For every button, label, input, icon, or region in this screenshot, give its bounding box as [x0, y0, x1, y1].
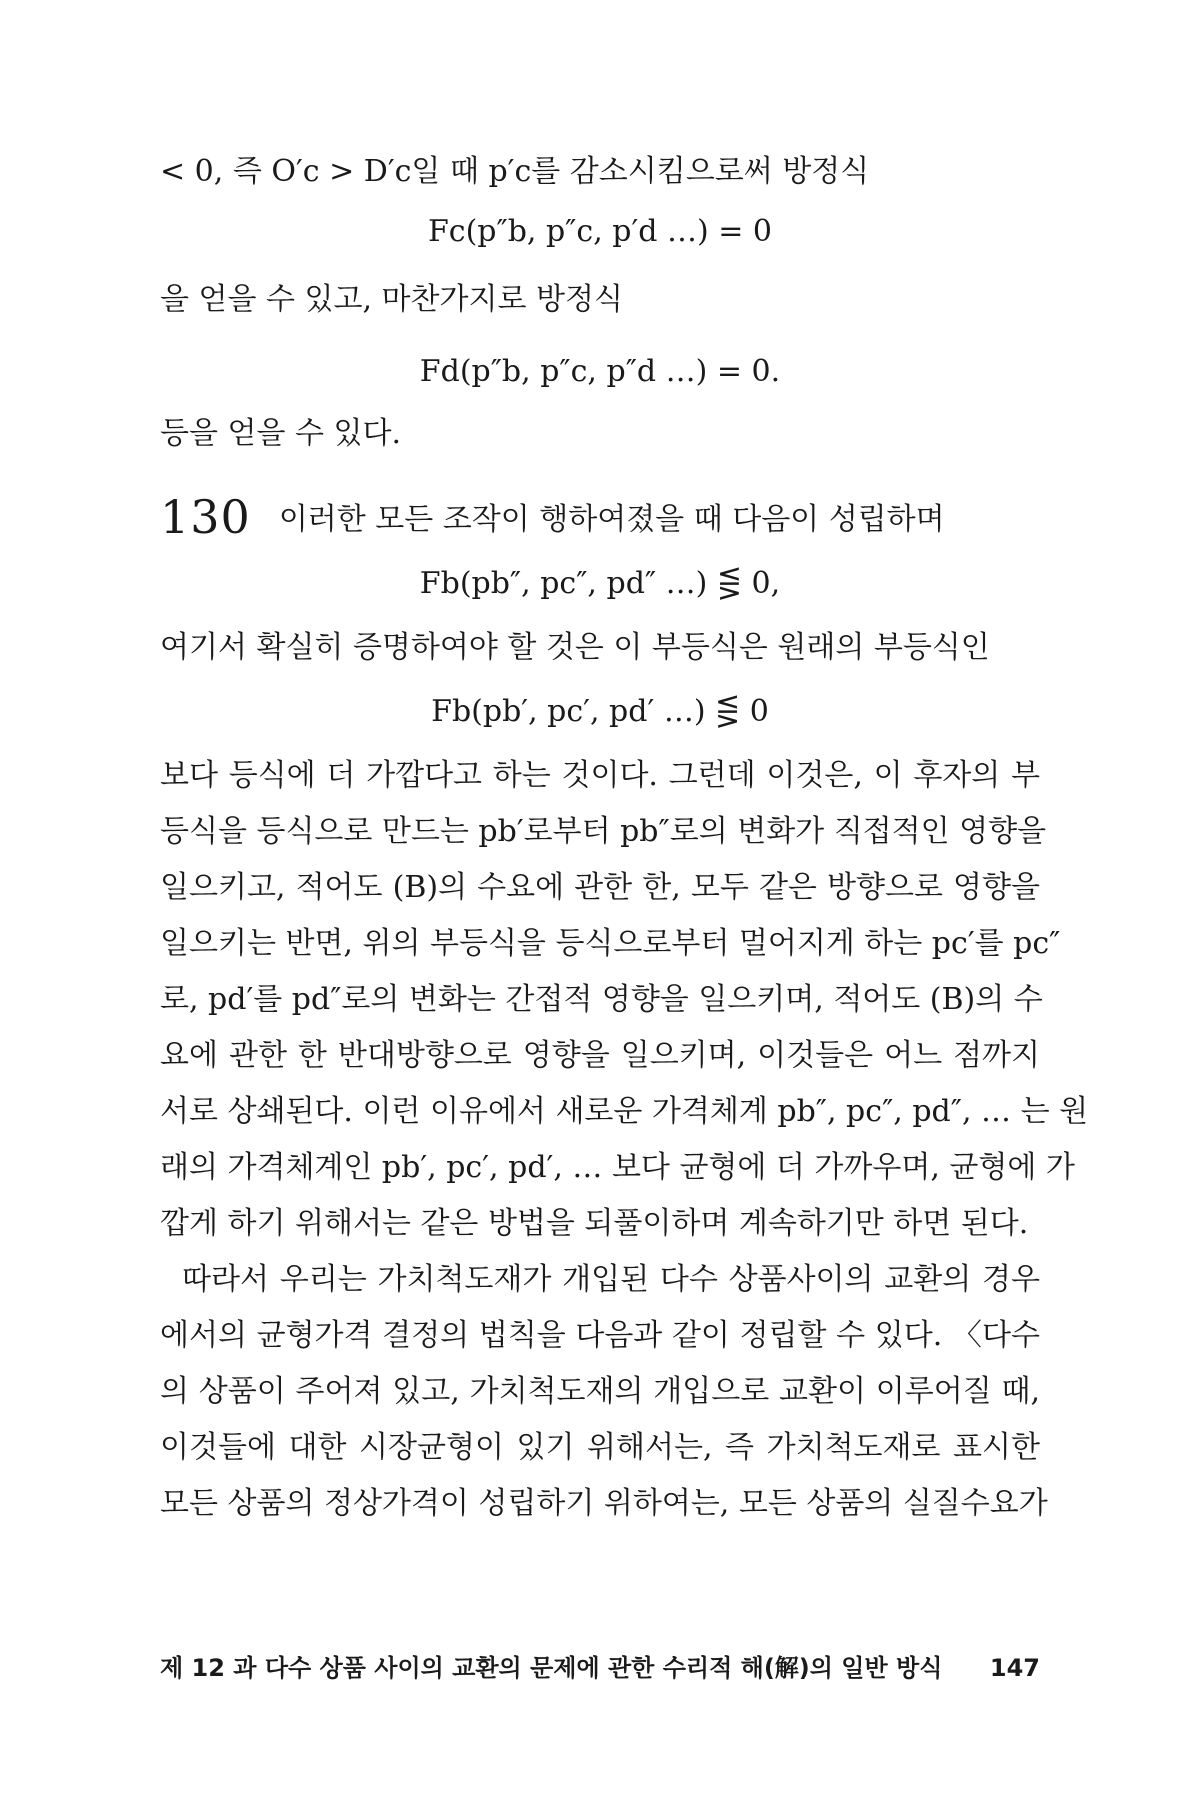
paragraph-line: 요에 관한 한 반대방향으로 영향을 일으키며, 이것들은 어느 점까지 [160, 1038, 1040, 1073]
paragraph-line: 보다 등식에 더 가깝다고 하는 것이다. 그런데 이것은, 이 후자의 부 [160, 758, 1040, 793]
equation-fc: Fc(p″b, p″c, p′d …) = 0 [427, 214, 773, 249]
text-line: 여기서 확실히 증명하여야 할 것은 이 부등식은 원래의 부등식인 [160, 630, 990, 665]
paragraph-line: 에서의 균형가격 결정의 법칙을 다음과 같이 정립할 수 있다. 〈다수 [160, 1318, 1040, 1353]
page-footer [160, 1652, 1040, 1684]
paragraph-line: 모든 상품의 정상가격이 성립하기 위하여는, 모든 상품의 실질수요가 [160, 1486, 1048, 1521]
paragraph-line: 로, pd′를 pd″로의 변화는 간접적 영향을 일으키며, 적어도 (B)의 수 [160, 982, 1043, 1017]
paragraph-line: 깝게 하기 위해서는 같은 방법을 되풀이하며 계속하기만 하면 된다. [160, 1206, 1029, 1241]
paragraph-line: 래의 가격체계인 pb′, pc′, pd′, … 보다 균형에 더 가까우며, 균형에 가 [160, 1150, 1075, 1185]
paragraph-line: 서로 상쇄된다. 이런 이유에서 새로운 가격체계 pb″, pc″, pd″, … 는 원 [160, 1094, 1089, 1129]
equation-fb-double-prime: Fb(pb″, pc″, pd″ …) ⋚ 0, [419, 566, 781, 601]
running-chapter-title: 제 12 과 다수 상품 사이의 교환의 문제에 관한 수리적 해(解)의 일반 방식 [160, 1654, 943, 1682]
paragraph-line: 이것들에 대한 시장균형이 있기 위해서는, 즉 가치척도재로 표시한 [160, 1430, 1040, 1465]
section-130-heading [160, 490, 1040, 544]
section-number: 130 [160, 490, 251, 544]
text-line: 을 얻을 수 있고, 마찬가지로 방정식 [160, 282, 623, 317]
paragraph-line-indented: 따라서 우리는 가치척도재가 개입된 다수 상품사이의 교환의 경우 [182, 1262, 1040, 1297]
paragraph-line: 일으키고, 적어도 (B)의 수요에 관한 한, 모두 같은 방향으로 영향을 [160, 870, 1040, 905]
equation-fb-prime: Fb(pb′, pc′, pd′ …) ⋚ 0 [431, 694, 769, 729]
text-line: 등을 얻을 수 있다. [160, 416, 402, 451]
page-number: 147 [989, 1654, 1040, 1682]
paragraph-line: 일으키는 반면, 위의 부등식을 등식으로부터 멀어지게 하는 pc′를 pc″ [160, 926, 1061, 961]
text-line: < 0, 즉 O′c > D′c일 때 p′c를 감소시킴으로써 방정식 [160, 154, 870, 189]
paragraph-line: 등식을 등식으로 만드는 pb′로부터 pb″로의 변화가 직접적인 영향을 [160, 814, 1047, 849]
section-first-line: 이러한 모든 조작이 행하여졌을 때 다음이 성립하며 [278, 502, 945, 537]
equation-fd: Fd(p″b, p″c, p″d …) = 0. [419, 354, 781, 389]
paragraph-line: 의 상품이 주어져 있고, 가치척도재의 개입으로 교환이 이루어질 때, [160, 1374, 1040, 1409]
